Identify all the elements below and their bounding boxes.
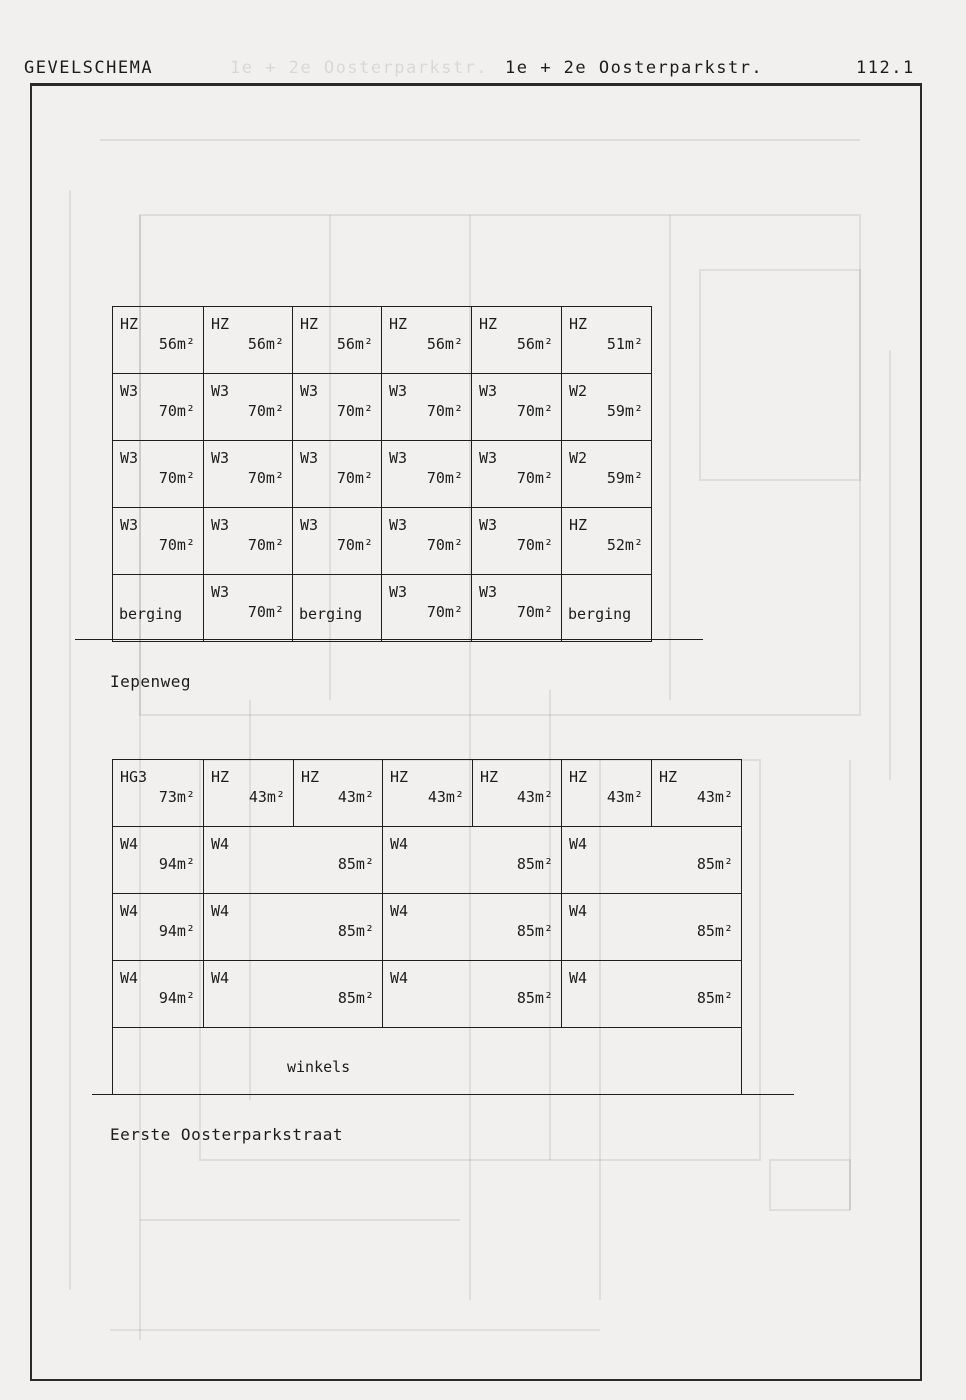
- unit-area: 43m²: [427, 788, 464, 806]
- unit-cell: [204, 307, 293, 374]
- bleed-through-text: 1e + 2e Oosterparkstr.: [230, 58, 489, 78]
- unit-area: 70m²: [158, 469, 195, 487]
- unit-area: 70m²: [516, 402, 553, 420]
- unit-type: HZ: [480, 768, 499, 786]
- unit-cell: [204, 441, 293, 508]
- unit-cell: [382, 374, 472, 441]
- unit-area: 52m²: [606, 536, 643, 554]
- unit-cell: [562, 441, 652, 508]
- unit-area: 70m²: [336, 402, 373, 420]
- unit-cell: [472, 307, 562, 374]
- unit-type: W3: [389, 583, 408, 601]
- unit-cell: [562, 307, 652, 374]
- unit-cell: [204, 508, 293, 575]
- unit-cell: [113, 894, 204, 961]
- bottom-facade-table: [112, 759, 742, 1095]
- shops-label: winkels: [287, 1058, 351, 1076]
- unit-cell: [204, 894, 383, 961]
- unit-area: 85m²: [696, 855, 733, 873]
- unit-cell: [113, 441, 204, 508]
- unit-cell: [562, 374, 652, 441]
- unit-cell: [652, 760, 742, 827]
- unit-area: 85m²: [516, 855, 553, 873]
- unit-cell: [293, 374, 382, 441]
- unit-cell: [113, 961, 204, 1028]
- street-name-bottom: Eerste Oosterparkstraat: [110, 1125, 344, 1144]
- unit-cell: [293, 307, 382, 374]
- unit-cell: [472, 508, 562, 575]
- unit-area: 70m²: [426, 402, 463, 420]
- unit-type: W4: [390, 902, 409, 920]
- unit-type: W3: [479, 382, 498, 400]
- unit-area: 56m²: [247, 335, 284, 353]
- unit-area: 73m²: [158, 788, 195, 806]
- unit-type: W3: [120, 382, 139, 400]
- unit-area: 70m²: [426, 603, 463, 621]
- unit-area: 70m²: [158, 536, 195, 554]
- unit-cell: [113, 508, 204, 575]
- top-facade-table: [112, 306, 652, 642]
- storage-cell: [562, 575, 652, 642]
- unit-type: W3: [300, 516, 319, 534]
- unit-type: W2: [569, 449, 588, 467]
- unit-area: 85m²: [337, 855, 374, 873]
- unit-type: HZ: [211, 315, 230, 333]
- unit-cell: [113, 374, 204, 441]
- unit-type: HZ: [300, 315, 319, 333]
- unit-cell: [382, 307, 472, 374]
- unit-cell: [382, 441, 472, 508]
- unit-area: 56m²: [158, 335, 195, 353]
- unit-cell: [204, 760, 294, 827]
- unit-area: 56m²: [426, 335, 463, 353]
- unit-cell: [293, 441, 382, 508]
- unit-cell: [293, 508, 382, 575]
- unit-area: 43m²: [606, 788, 643, 806]
- unit-area: 70m²: [336, 536, 373, 554]
- unit-type: W4: [211, 969, 230, 987]
- location-label: 1e + 2e Oosterparkstr.: [505, 58, 764, 78]
- unit-area: 51m²: [606, 335, 643, 353]
- unit-area: 70m²: [516, 536, 553, 554]
- unit-cell: [204, 374, 293, 441]
- unit-type: W3: [211, 583, 230, 601]
- unit-cell: [204, 575, 293, 642]
- storage-label: berging: [299, 605, 363, 623]
- unit-type: HZ: [569, 516, 588, 534]
- unit-area: 70m²: [426, 469, 463, 487]
- unit-type: W3: [300, 449, 319, 467]
- street-name-top: Iepenweg: [110, 672, 192, 691]
- unit-type: W4: [120, 835, 139, 853]
- unit-type: W2: [569, 382, 588, 400]
- unit-cell: [562, 961, 742, 1028]
- unit-cell: [383, 827, 562, 894]
- unit-cell: [562, 508, 652, 575]
- unit-cell: [562, 894, 742, 961]
- unit-area: 85m²: [337, 922, 374, 940]
- unit-area: 94m²: [158, 922, 195, 940]
- unit-area: 56m²: [336, 335, 373, 353]
- storage-cell: [293, 575, 382, 642]
- unit-area: 70m²: [426, 536, 463, 554]
- unit-cell: [383, 894, 562, 961]
- unit-area: 70m²: [336, 469, 373, 487]
- unit-type: W4: [211, 835, 230, 853]
- unit-cell: [472, 575, 562, 642]
- unit-cell: [382, 575, 472, 642]
- unit-type: W3: [120, 516, 139, 534]
- unit-cell: [383, 961, 562, 1028]
- unit-area: 70m²: [247, 402, 284, 420]
- unit-area: 43m²: [696, 788, 733, 806]
- unit-cell: [204, 961, 383, 1028]
- unit-area: 70m²: [247, 603, 284, 621]
- unit-type: HZ: [211, 768, 230, 786]
- unit-cell: [562, 827, 742, 894]
- shops-cell: [113, 1028, 742, 1095]
- unit-type: HZ: [390, 768, 409, 786]
- unit-area: 85m²: [516, 922, 553, 940]
- unit-type: W4: [569, 969, 588, 987]
- unit-cell: [562, 760, 652, 827]
- unit-type: HZ: [659, 768, 678, 786]
- unit-cell: [113, 827, 204, 894]
- unit-area: 70m²: [247, 536, 284, 554]
- page-title: GEVELSCHEMA: [24, 58, 154, 78]
- unit-type: HZ: [479, 315, 498, 333]
- unit-area: 94m²: [158, 855, 195, 873]
- unit-type: W3: [211, 382, 230, 400]
- unit-area: 59m²: [606, 402, 643, 420]
- unit-cell: [472, 374, 562, 441]
- unit-type: HZ: [301, 768, 320, 786]
- unit-type: W3: [120, 449, 139, 467]
- unit-type: W4: [120, 969, 139, 987]
- unit-type: W3: [211, 449, 230, 467]
- unit-area: 59m²: [606, 469, 643, 487]
- unit-type: W4: [390, 835, 409, 853]
- unit-type: W4: [120, 902, 139, 920]
- unit-area: 70m²: [158, 402, 195, 420]
- unit-cell: [294, 760, 383, 827]
- unit-area: 70m²: [516, 469, 553, 487]
- unit-area: 43m²: [337, 788, 374, 806]
- unit-type: W3: [389, 382, 408, 400]
- unit-type: HZ: [569, 315, 588, 333]
- unit-type: W4: [569, 835, 588, 853]
- unit-type: HG3: [120, 768, 148, 786]
- unit-area: 43m²: [248, 788, 285, 806]
- street-line-top: [75, 639, 703, 640]
- unit-cell: [472, 441, 562, 508]
- unit-type: W4: [569, 902, 588, 920]
- storage-label: berging: [119, 605, 183, 623]
- unit-area: 85m²: [696, 922, 733, 940]
- unit-type: W3: [389, 516, 408, 534]
- unit-type: HZ: [120, 315, 139, 333]
- unit-type: HZ: [569, 768, 588, 786]
- storage-cell: [113, 575, 204, 642]
- unit-area: 85m²: [337, 989, 374, 1007]
- street-line-bottom: [92, 1094, 794, 1095]
- unit-cell: [382, 508, 472, 575]
- unit-area: 70m²: [247, 469, 284, 487]
- unit-type: W3: [479, 583, 498, 601]
- unit-area: 85m²: [516, 989, 553, 1007]
- unit-type: HZ: [389, 315, 408, 333]
- unit-cell: [473, 760, 562, 827]
- storage-label: berging: [568, 605, 632, 623]
- page-code: 112.1: [856, 58, 915, 78]
- unit-type: W3: [389, 449, 408, 467]
- unit-cell: [204, 827, 383, 894]
- unit-area: 43m²: [516, 788, 553, 806]
- unit-type: W3: [211, 516, 230, 534]
- unit-cell: [113, 307, 204, 374]
- unit-area: 56m²: [516, 335, 553, 353]
- unit-area: 70m²: [516, 603, 553, 621]
- unit-cell: [113, 760, 204, 827]
- unit-type: W4: [390, 969, 409, 987]
- unit-type: W3: [300, 382, 319, 400]
- unit-area: 85m²: [696, 989, 733, 1007]
- unit-type: W4: [211, 902, 230, 920]
- unit-area: 94m²: [158, 989, 195, 1007]
- unit-type: W3: [479, 449, 498, 467]
- unit-type: W3: [479, 516, 498, 534]
- unit-cell: [383, 760, 473, 827]
